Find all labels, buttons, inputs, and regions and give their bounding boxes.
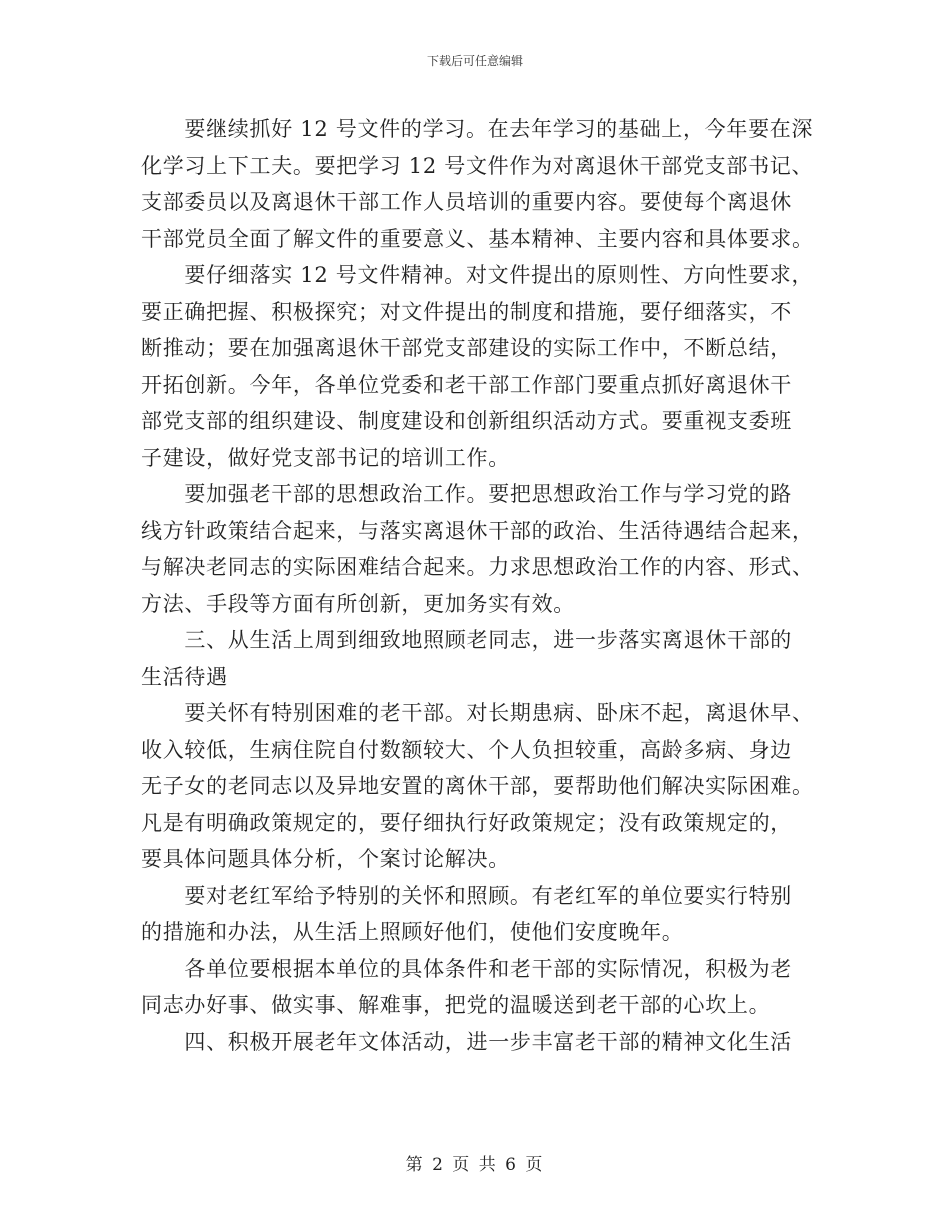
text-line: 要继续抓好 12 号文件的学习。在去年学习的基础上，今年要在深	[141, 117, 814, 141]
paragraph	[141, 878, 821, 951]
text-line: 要正确把握、积极探究；对文件提出的制度和措施，要仔细落实，不	[141, 299, 792, 324]
text-line: 要仔细落实 12 号文件精神。对文件提出的原则性、方向性要求，	[141, 263, 814, 287]
text-line: 干部党员全面了解文件的重要意义、基本精神、主要内容和具体要求。	[141, 226, 814, 251]
text-line: 要加强老干部的思想政治工作。要把思想政治工作与学习党的路	[141, 482, 792, 506]
text-line: 生活待遇	[141, 664, 228, 689]
text-line: 支部委员以及离退休干部工作人员培训的重要内容。要使每个离退休	[141, 190, 792, 214]
section-heading	[141, 622, 821, 695]
text-line: 要具体问题具体分析，个案讨论解决。	[141, 847, 510, 871]
text-line: 无子女的老同志以及异地安置的离休干部，要帮助他们解决实际困难。	[141, 774, 814, 798]
text-line: 四、积极开展老年文体活动，进一步丰富老干部的精神文化生活	[141, 1029, 792, 1054]
paragraph	[141, 951, 821, 1024]
section-heading	[141, 1024, 821, 1061]
paragraph	[141, 257, 821, 476]
text-line: 与解决老同志的实际困难结合起来。力求思想政治工作的内容、形式、	[141, 555, 814, 579]
text-line: 要关怀有特别困难的老干部。对长期患病、卧床不起，离退休早、	[141, 701, 814, 725]
text-line: 方法、手段等方面有所创新，更加务实有效。	[141, 591, 575, 616]
text-line: 三、从生活上周到细致地照顾老同志，进一步落实离退休干部的	[141, 628, 792, 652]
text-line: 收入较低，生病住院自付数额较大、个人负担较重，高龄多病、身边	[141, 737, 792, 762]
text-line: 线方针政策结合起来，与落实离退休干部的政治、生活待遇结合起来，	[141, 518, 814, 543]
text-line: 要对老红军给予特别的关怀和照顾。有老红军的单位要实行特别	[141, 883, 792, 908]
paragraph	[141, 111, 821, 257]
text-line: 部党支部的组织建设、制度建设和创新组织活动方式。要重视支委班	[141, 409, 792, 433]
paragraph	[141, 476, 821, 622]
text-line: 的措施和办法，从生活上照顾好他们，使他们安度晚年。	[141, 920, 684, 944]
document-body	[141, 111, 821, 1060]
text-line: 化学习上下工夫。要把学习 12 号文件作为对离退休干部党支部书记、	[141, 153, 814, 178]
text-line: 凡是有明确政策规定的，要仔细执行好政策规定；没有政策规定的，	[141, 810, 792, 835]
page-footer: 第 2 页 共 6 页	[405, 1155, 545, 1175]
text-line: 各单位要根据本单位的具体条件和老干部的实际情况，积极为老	[141, 956, 792, 981]
page-header: 下载后可任意编辑	[426, 54, 523, 68]
text-line: 同志办好事、做实事、解难事，把党的温暖送到老干部的心坎上。	[141, 993, 771, 1017]
text-line: 断推动；要在加强离退休干部党支部建设的实际工作中，不断总结，	[141, 336, 792, 360]
paragraph	[141, 695, 821, 878]
text-line: 子建设，做好党支部书记的培训工作。	[141, 445, 510, 470]
text-line: 开拓创新。今年，各单位党委和老干部工作部门要重点抓好离退休干	[141, 372, 792, 397]
